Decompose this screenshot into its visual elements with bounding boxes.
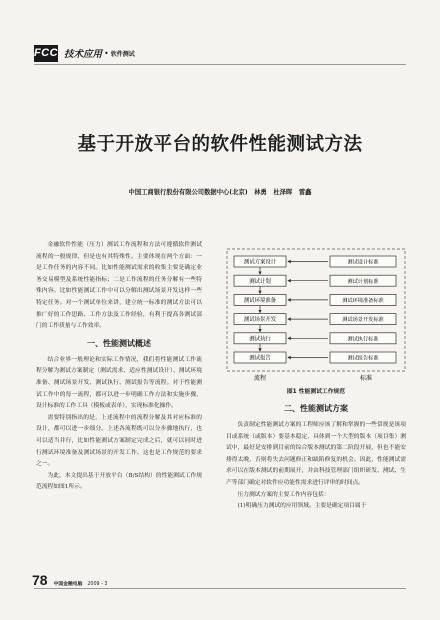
left-column [36, 240, 202, 494]
column-label-process: 流程 [253, 375, 267, 382]
paragraph: 金融软件性能（压力）测试工作流程和方法可遵循软件测试流程的一般规律，但是也有其特殊性。主要体现在两个方面：一是工作任务的内容不同。比如性能测试需求的收集主要是确定业务交易模型及系统性能指标；二是工作流程的任务分解有一些特殊内容。比如性能测试工作中可以分解出测试场景开发这样一些特定任务。对一个测试单位来讲，建立统一标准的测试方法可以推广好的工作思路、工作方法及工作经验，有利于提高各测试部门的工作质量与工作效率。 [36, 242, 202, 330]
section-heading: 一、性能测试概述 [87, 338, 151, 348]
standard-label: 测试设计标准 [347, 259, 379, 266]
paragraph: 为此，本文提出基于开放平台（B/S结构）的性能测试工作规范流程如图1所示。 [36, 472, 202, 491]
paragraph: 结合业界一般理论和实际工作情况，我们将性能测试工作流程分解为测试方案制定（测试需求、适应性测试设计）、测试环境准备、测试场景开发、测试执行、测试报告等流程。对于性能测试工作中的每一流程，都可以进一步明确工作方法和实施步骤，设计标准的工作工具（模板或表单），实现标准化操作。 [36, 356, 202, 410]
subsection-label: 软件测试 [110, 50, 135, 58]
standard-label: 测试报告标准 [347, 355, 379, 362]
section-label: 技术应用 [64, 49, 103, 60]
journal-logo: FCC [34, 45, 58, 62]
standard-label: 测试计划标准 [347, 278, 379, 285]
author-line [0, 187, 440, 196]
author-name: 雷鑫 [298, 189, 312, 196]
affiliation: 中国工商银行股份有限公司数据中心(北京) [128, 189, 248, 196]
figure-caption: 图1 性能测试工作规范 [286, 389, 346, 395]
section-heading: 二、性能测试方案 [284, 404, 348, 413]
section-separator: • [104, 48, 109, 58]
column-label-standard: 标准 [359, 375, 373, 382]
process-step-label: 测试执行 [249, 336, 271, 343]
author-name: 杜泽晖 [273, 189, 293, 196]
process-step-label: 测试报告 [249, 355, 271, 362]
page-number: 78 [32, 572, 48, 588]
standard-label: 测试场景开发标准 [342, 317, 384, 324]
footer-rule [34, 588, 406, 589]
standard-label: 测试执行标准 [347, 336, 379, 343]
standard-label: 测试环境准备标准 [342, 298, 384, 304]
process-step-label: 测试环境准备 [243, 298, 277, 304]
process-column [234, 256, 286, 363]
issue-number: 2009・3 [87, 582, 108, 587]
process-step-label: 测试方案设计 [243, 259, 277, 266]
running-header [34, 44, 135, 62]
process-step-label: 测试计划 [249, 278, 271, 285]
paragraph: 负责制定性能测试方案的工程师应该了解和掌握的一些常规是该项目或系统（或版本）要基本稳定，具体到一个大型的版本（项目集）测试中，最好是安排到目前的综合版本测试的第二阶段开展，但也不能安排得太晚，否则将失去问题修正和缺陷修复的机会。因此，性能测试需求可以在版本测试的前期展开，并由科技管理部门组织研发、测试、生产等部门确定对软件应功能性需求进行评审的时间点。 [226, 422, 406, 486]
process-step-label: 测试场景开发 [243, 317, 277, 324]
paragraph: 压力测试方案的主要工作内容包括： [237, 491, 330, 498]
workflow-figure [226, 248, 406, 384]
paragraph: (1)明确压力测试的应用领域。主要是确定项目属于 [237, 503, 367, 510]
article-title: 基于开放平台的软件性能测试方法 [77, 134, 363, 155]
standard-column [288, 256, 396, 363]
running-footer [32, 572, 107, 588]
paragraph: 需要特别指出的是，上述流程中的流程分解及其对应标准的设计，都可以进一步细分。上述各流程既可以分步骤地执行，也可以适当并行，比如性能测试方案制定完成之后，就可以同时进行测试环境准备及测试场景的开发工作。这也是工作规范的要求之一。 [36, 414, 202, 468]
author-name: 林勇 [254, 189, 267, 196]
right-column [226, 398, 406, 513]
journal-name: 中国金融电脑 [53, 582, 83, 587]
header-rule [34, 64, 406, 65]
